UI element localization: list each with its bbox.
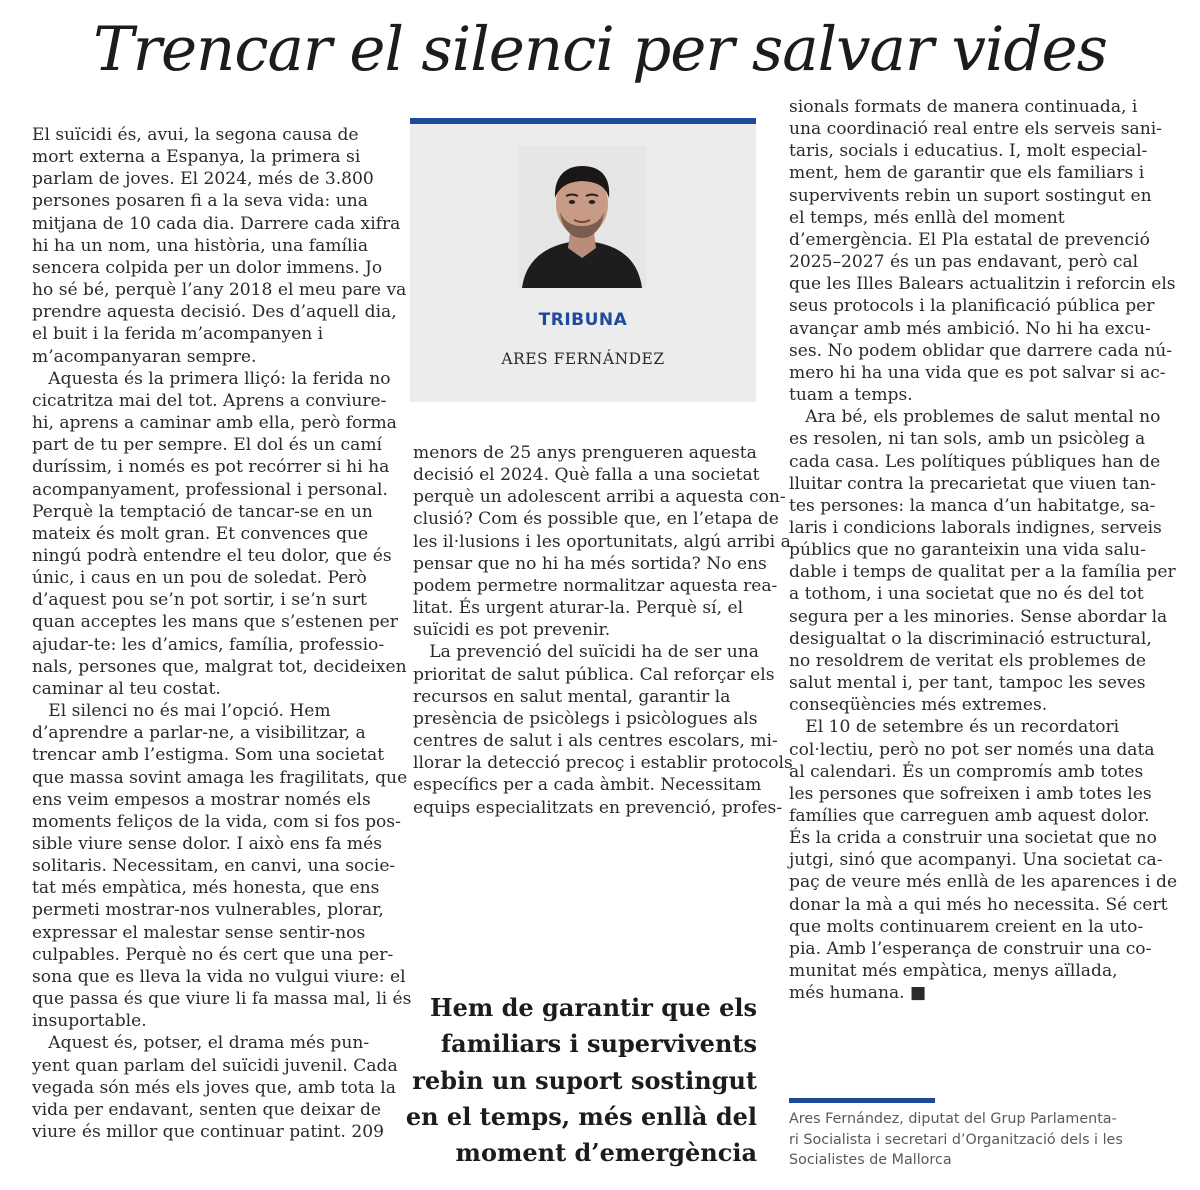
article-text-line: ajudar-te: les d’amics, família, professio- — [32, 634, 385, 655]
article-text-line: les il·lusions i les oportunitats, algú arribi a — [413, 531, 791, 552]
article-text-line: donar la mà a qui més ho necessita. Sé cert — [789, 894, 1168, 915]
article-text-line: supervivents rebin un suport sostingut en — [789, 185, 1152, 206]
article-text-line: sionals formats de manera continuada, i — [789, 97, 1138, 117]
article-text-line: yent quan parlam del suïcidi juvenil. Cada — [32, 1055, 398, 1076]
article-text-line: insuportable. — [32, 1011, 147, 1032]
article-text-line: tuam a temps. — [789, 385, 913, 406]
article-text-line: expressar el malestar sense sentir-nos — [32, 922, 366, 943]
article-text-line: lluitar contra la precarietat que viuen tan- — [789, 473, 1156, 494]
author-name: ARES FERNÁNDEZ — [501, 350, 665, 368]
article-text-line: centres de salut i als centres escolars, mi- — [413, 731, 778, 752]
article-headline: Trencar el silenci per salvar vides — [93, 14, 1107, 85]
article-text-line: menors de 25 anys prengueren aquesta — [413, 443, 757, 463]
author-photo — [518, 146, 646, 288]
article-text-line: munitat més empàtica, menys aïllada, — [789, 961, 1118, 982]
article-text-line: mateix és molt gran. Et convences que — [32, 523, 369, 544]
article-text-line: mort externa a Espanya, la primera si — [32, 147, 361, 168]
pull-quote-line: familiars i supervivents — [440, 1029, 757, 1059]
article-text-line: ens veim empesos a mostrar només els — [32, 789, 371, 810]
article-text-line: públics que no garanteixin una vida salu- — [789, 540, 1146, 561]
article-text-line: duríssim, i només es pot recórrer si hi ha — [32, 457, 390, 478]
article-text-line: llorar la detecció precoç i establir protocols — [413, 753, 793, 774]
article-text-line: específics per a cada àmbit. Necessitam — [413, 775, 762, 796]
article-text-line: salut mental i, per tant, tampoc les seves — [789, 673, 1146, 694]
article-text-line: mero hi ha una vida que es pot salvar si ac- — [789, 362, 1166, 383]
article-text-line: moments feliços de la vida, com si fos pos- — [32, 811, 401, 832]
article-text-line: mitjana de 10 cada dia. Darrere cada xifra — [32, 213, 401, 234]
article-text-line: El 10 de setembre és un recordatori — [789, 717, 1120, 738]
article-text-line: prioritat de salut pública. Cal reforçar els — [413, 664, 775, 685]
article-text-line: seus protocols i la planificació pública per — [789, 296, 1155, 317]
article-text-line: La prevenció del suïcidi ha de ser una — [413, 642, 759, 663]
article-text-line: tes persones: la manca d’un habitatge, sa- — [789, 495, 1156, 516]
author-note-line: Socialistes de Mallorca — [789, 1152, 952, 1168]
article-text-line: ningú podrà entendre el teu dolor, que és — [32, 545, 392, 566]
author-portrait-image — [518, 146, 646, 288]
article-text-line: trencar amb l’estigma. Som una societat — [32, 745, 385, 766]
pull-quote — [400, 990, 757, 1171]
pull-quote-line: en el temps, més enllà del — [405, 1101, 757, 1131]
article-text-line: pia. Amb l’esperança de construir una co- — [789, 938, 1152, 959]
article-text-line: dable i temps de qualitat per a la família per — [789, 562, 1176, 583]
article-text-line: ment, hem de garantir que els familiars i — [789, 163, 1145, 184]
article-text-line: col·lectiu, però no pot ser només una data — [789, 739, 1155, 760]
article-text-line: avançar amb més ambició. No hi ha excu- — [789, 318, 1151, 339]
article-text-line: hi ha un nom, una història, una família — [32, 235, 369, 256]
article-text-line: ho sé bé, perquè l’any 2018 el meu pare va — [32, 280, 407, 301]
article-text-line: m’acompanyaran sempre. — [32, 346, 257, 367]
article-text-line: es resolen, ni tan sols, amb un psicòleg a — [789, 429, 1146, 450]
byline-box — [410, 118, 756, 402]
article-text-line: desigualtat o la discriminació estructural, — [789, 628, 1152, 649]
article-text-line: conseqüències més extremes. — [789, 695, 1048, 716]
article-text-line: quan acceptes les mans que s’estenen per — [32, 612, 398, 633]
article-text-line: vegada són més els joves que, amb tota la — [32, 1077, 396, 1098]
section-label: TRIBUNA — [538, 310, 628, 330]
article-text-line: perquè un adolescent arribi a aquesta con- — [413, 487, 786, 508]
article-text-line: persones posaren fi a la seva vida: una — [32, 191, 368, 212]
article-text-line: a tothom, i una societat que no és del tot — [789, 584, 1144, 605]
article-text-line: recursos en salut mental, garantir la — [413, 686, 731, 707]
article-text-line: tat més empàtica, més honesta, que ens — [32, 878, 380, 899]
article-text-line: sible viure sense dolor. I això ens fa més — [32, 834, 383, 854]
article-text-line: les persones que sofreixen i amb totes les — [789, 783, 1152, 804]
article-text-line: acompanyament, professional i personal. — [32, 479, 388, 500]
article-text-line: El silenci no és mai l’opció. Hem — [32, 701, 331, 722]
article-text-line: podem permetre normalitzar aquesta rea- — [413, 575, 778, 596]
article-text-line: permeti mostrar-nos vulnerables, plorar, — [32, 900, 384, 921]
article-text-line: jutgi, sinó que acompanyi. Una societat ca- — [789, 850, 1163, 871]
article-text-line: És la crida a construir una societat que no — [789, 828, 1157, 849]
article-column-1 — [32, 124, 412, 1143]
article-text-line: caminar al teu costat. — [32, 678, 221, 699]
article-text-line: litat. És urgent aturar-la. Perquè sí, el — [413, 598, 744, 619]
article-text-line: decisió el 2024. Què falla a una societat — [413, 465, 760, 486]
article-text-line: El suïcidi és, avui, la segona causa de — [32, 125, 359, 145]
article-text-line: pensar que no hi ha més sortida? No ens — [413, 553, 767, 574]
article-text-line: que les Illes Balears actualitzin i reforcin els — [789, 274, 1176, 295]
article-text-line: clusió? Com és possible que, en l’etapa de — [413, 509, 779, 530]
article-text-line: no resoldrem de veritat els problemes de — [789, 650, 1146, 671]
article-text-line: culpables. Perquè no és cert que una per- — [32, 944, 394, 965]
article-text-line: Ara bé, els problemes de salut mental no — [789, 407, 1161, 428]
pull-quote-line: rebin un suport sostingut — [412, 1065, 757, 1095]
article-text-line: parlam de joves. El 2024, més de 3.800 — [32, 169, 374, 190]
article-text-line: Aquest és, potser, el drama més pun- — [32, 1033, 370, 1054]
article-text-line: nals, persones que, malgrat tot, decideixen — [32, 656, 407, 677]
article-text-line: prendre aquesta decisió. Des d’aquell dia, — [32, 302, 397, 323]
article-text-line: que massa sovint amaga les fragilitats, que — [32, 767, 408, 788]
author-note-line: ri Socialista i secretari d’Organització dels i les — [789, 1131, 1123, 1148]
article-column-2 — [413, 442, 793, 819]
article-text-line: famílies que carreguen amb aquest dolor. — [789, 806, 1150, 826]
article-text-line: equips especialitzats en prevenció, profes- — [413, 797, 783, 818]
article-text-line: d’aprendre a parlar-ne, a visibilitzar, a — [32, 723, 366, 744]
article-text-line: una coordinació real entre els serveis sani- — [789, 119, 1162, 140]
article-text-line: d’aquest pou se’n pot sortir, i se’n surt — [32, 590, 367, 611]
pull-quote-line: moment d’emergència — [455, 1138, 757, 1168]
article-text-line: viure és millor que continuar patint. 209 — [32, 1122, 385, 1143]
article-text-line: que passa és que viure li fa massa mal, li és — [32, 989, 412, 1010]
article-text-line: d’emergència. El Pla estatal de prevenció — [789, 229, 1150, 250]
article-text-line: cada casa. Les polítiques públiques han de — [789, 451, 1161, 472]
article-text-line: 2025–2027 és un pas endavant, però cal — [789, 252, 1139, 273]
article-text-line: Perquè la temptació de tancar-se en un — [32, 501, 373, 522]
article-text-line: Aquesta és la primera lliçó: la ferida no — [32, 368, 391, 389]
article-text-line: al calendari. És un compromís amb totes — [789, 761, 1144, 782]
article-text-line: únic, i caus en un pou de soledat. Però — [32, 568, 367, 589]
article-text-line: que molts continuarem creient en la uto- — [789, 916, 1144, 937]
article-text-line: hi, aprens a caminar amb ella, però forma — [32, 413, 397, 434]
article-text-line: sencera colpida per un dolor immens. Jo — [32, 257, 383, 278]
article-text-line: ses. No podem oblidar que darrere cada nú- — [789, 340, 1172, 361]
article-text-line: paç de veure més enllà de les aparences i de — [789, 872, 1178, 893]
article-text-line: el buit i la ferida m’acompanyen i — [32, 324, 324, 345]
article-column-3 — [789, 96, 1178, 1004]
article-text-line: segura per a les minories. Sense abordar la — [789, 606, 1168, 627]
article-text-line: laris i condicions laborals indignes, serveis — [789, 517, 1162, 538]
article-text-line: vida per endavant, senten que deixar de — [32, 1099, 382, 1120]
author-note-line: Ares Fernández, diputat del Grup Parlamenta- — [789, 1111, 1117, 1127]
article-text-line: taris, socials i educatius. I, molt especial- — [789, 141, 1148, 162]
author-note-rule — [789, 1098, 935, 1103]
article-text-line: part de tu per sempre. El dol és un camí — [32, 435, 382, 456]
article-text-line: cicatritza mai del tot. Aprens a conviure- — [32, 390, 387, 411]
pull-quote-line: Hem de garantir que els — [429, 993, 757, 1022]
article-text-line: solitaris. Necessitam, en canvi, una socie- — [32, 856, 396, 877]
article-text-line: el temps, més enllà del moment — [789, 207, 1065, 228]
article-text-line: sona que es lleva la vida no vulgui viure: el — [32, 966, 406, 987]
author-note — [789, 1109, 1189, 1171]
article-text-line: suïcidi es pot prevenir. — [413, 620, 611, 641]
article-text-line: més humana. ■ — [789, 983, 927, 1004]
article-text-line: presència de psicòlegs i psicòlogues als — [413, 708, 758, 729]
